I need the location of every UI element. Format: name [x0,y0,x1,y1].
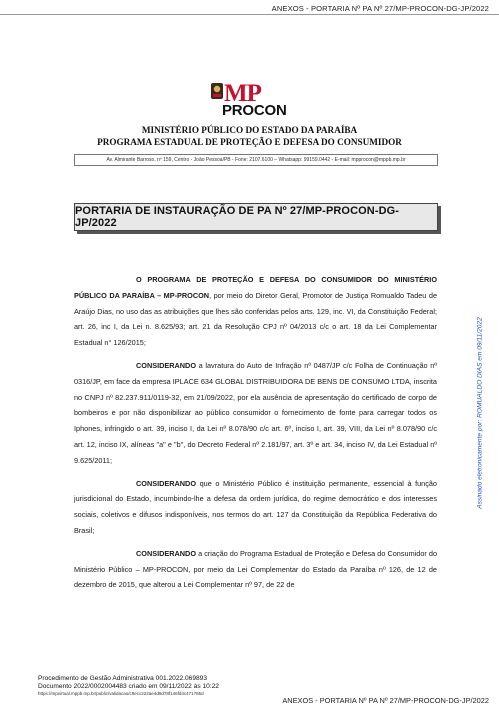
paragraph-3-lead: CONSIDERANDO [136,478,196,488]
paragraph-3-text: que o Ministério Público é instituição permanente, essencial à função jurisdicional do Estado, incumbindo-lhe a defesa da ordem jurídica, do regime democrático e dos interesses sociais, coletivos e difusos indisponíveis, nos termos do art. 127 da Constituição da República Federativa do Brasil; [74,478,437,535]
footer-document: Documento 2022/0002004483 criado em 09/11/2022 às 10:22 [38,683,219,690]
logo-procon-text: PROCON [222,102,287,119]
paragraph-2-lead: CONSIDERANDO [136,360,196,370]
document-body [74,272,437,600]
footer-annex-label: ANEXOS - PORTARIA Nº PA Nº 27/MP-PROCON-DG-JP/2022 [282,696,489,705]
paragraph-2 [74,358,437,469]
electronic-signature-note [475,263,485,563]
signature-text: Assinado eletronicamente por: ROMUALDO DIAS em 09/11/2022 [476,317,484,509]
mp-procon-logo [210,80,290,120]
paragraph-2-text: a lavratura do Auto de Infração nº 0487/JP c/c Folha de Continuação nº 0316/JP, em face da empresa IPLACE 634 GLOBAL DISTRIBUIDORA DE BENS DE CONSUMO LTDA, inscrita no CNPJ nº 82.237.911/0119-32, em 21/09/2022, por ela ausência de apresentação do certificado de corpo de bombeiros e por não disponibilizar ao público consumidor o fornecimento de fonte para carregar todos os Iphones, infringido o art. 39, inciso I, da Lei nº 8.078/90 c/c art. 6º, inciso I, art. 39, VIII, da Lei nº 8.078/90 c/c art. 12, inciso IX, alíneas "a" e "b", do Decreto Federal nº 2.181/97, art. 3º e art. 34, inciso IV, da Lei Estadual nº 9.625/2011; [74,360,437,465]
header-annex-label: ANEXOS - PORTARIA Nº PA Nº 27/MP-PROCON-DG-JP/2022 [271,4,489,13]
header-rule [0,14,499,15]
paragraph-4-lead: CONSIDERANDO [136,548,196,558]
paragraph-4 [74,546,437,593]
logo-mp-text: MP [224,80,261,107]
program-name: PROGRAMA ESTADUAL DE PROTEÇÃO E DEFESA DO CONSUMIDOR [97,137,402,147]
paragraph-1-lead: O PROGRAMA DE PROTEÇÃO E DEFESA DO CONSUMIDOR DO MINISTÉRIO PÚBLICO DA PARAÍBA – MP-PROCON [74,275,437,300]
paragraph-1-text: , por meio do Diretor Geral, Promotor de Justiça Romualdo Tadeu de Araújo Dias, no uso das as atribuições que lhes são conferidas pelos arts. 129, inc. VI, da Constituição Federal; art. 26, inc I, da Lei n. 8.625/93; art. 21 da Resolução CPJ nº 04/2013 c/c o art. 18 da Lei Complementar Estadual n° 126/2015; [74,290,438,348]
paragraph-1 [74,272,437,351]
address-box: Av. Almirante Barroso, nº 159, Centro - João Pessoa/PB - Fone: 2107.6100 – Whatsapp: 99159.0442 - E-mail: mpprocon@mppb.mp.br [74,154,438,166]
institution-name: MINISTÉRIO PÚBLICO DO ESTADO DA PARAÍBA [141,125,358,135]
paragraph-3 [74,476,437,539]
footer-validation-link[interactable]: https://mpvirtual.mppb.mp.br/public/validacao/c9ecc222ae4d9d78f146fd4c471785d [38,691,204,696]
seal-icon [210,82,224,100]
footer-procedure: Procedimento de Gestão Administrativa 001.2022.069893 [38,675,207,682]
document-title: PORTARIA DE INSTAURAÇÃO DE PA Nº 27/MP-PROCON-DG-JP/2022 [74,203,438,231]
footer-metadata [38,675,219,697]
paragraph-4-text: a criação do Programa Estadual de Proteção e Defesa do Consumidor do Ministério Público – MP-PROCON, por meio da Lei Complementar do Estado da Paraíba nº 126, de 12 de dezembro de 2015, que alterou a Lei Complementar nº 97, de 22 de [74,548,437,590]
